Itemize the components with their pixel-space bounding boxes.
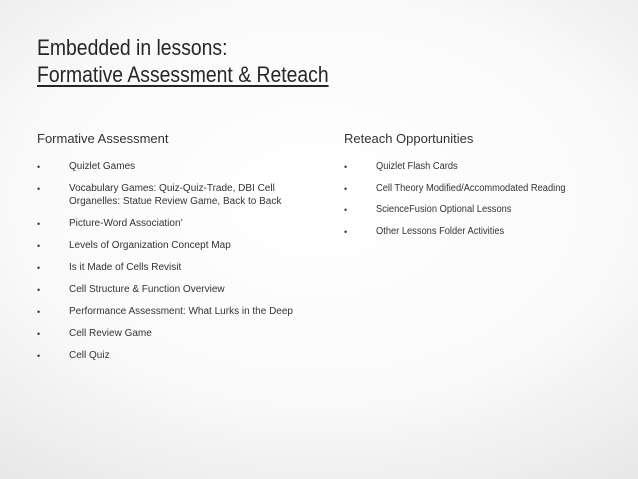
list-item bbox=[37, 240, 302, 253]
reteach-opportunities-header: Reteach Opportunities bbox=[344, 131, 474, 146]
list-item-text: Quizlet Flash Cards bbox=[376, 161, 458, 172]
formative-assessment-column bbox=[37, 131, 302, 372]
list-item bbox=[37, 218, 302, 231]
bullet-icon: • bbox=[37, 262, 41, 273]
list-item-text: Levels of Organization Concept Map bbox=[69, 239, 231, 251]
bullet-icon: • bbox=[37, 184, 41, 194]
bullet-icon: • bbox=[344, 183, 348, 194]
bullet-icon: • bbox=[37, 350, 41, 361]
bullet-icon: • bbox=[37, 306, 41, 317]
list-item bbox=[37, 284, 302, 297]
bullet-icon: • bbox=[37, 162, 41, 172]
slide-title-line1: Embedded in lessons: bbox=[37, 35, 228, 60]
list-item bbox=[344, 204, 604, 217]
list-item bbox=[344, 161, 604, 174]
bullet-icon: • bbox=[37, 240, 41, 251]
list-item bbox=[344, 183, 604, 196]
bullet-icon: • bbox=[344, 162, 348, 172]
list-item bbox=[37, 306, 302, 319]
list-item bbox=[37, 262, 302, 275]
list-item-text: Picture-Word Association’ bbox=[69, 217, 183, 229]
list-item bbox=[37, 350, 302, 363]
reteach-opportunities-list bbox=[344, 161, 604, 238]
bullet-icon: • bbox=[37, 328, 41, 339]
list-item-text: Cell Structure & Function Overview bbox=[69, 283, 225, 295]
list-item-text: Quizlet Games bbox=[69, 161, 136, 172]
list-item bbox=[37, 161, 302, 174]
list-item-text: Cell Review Game bbox=[69, 327, 152, 339]
list-item-text: Cell Theory Modified/Accommodated Reading bbox=[376, 182, 566, 194]
formative-assessment-header: Formative Assessment bbox=[37, 131, 169, 146]
list-item bbox=[344, 226, 604, 239]
bullet-icon: • bbox=[37, 284, 41, 295]
bullet-icon: • bbox=[37, 218, 41, 229]
slide-title bbox=[37, 34, 597, 88]
formative-assessment-list bbox=[37, 161, 302, 362]
list-item bbox=[37, 183, 302, 208]
bullet-icon: • bbox=[344, 226, 348, 237]
list-item-text: Cell Quiz bbox=[69, 349, 110, 361]
reteach-opportunities-column bbox=[344, 131, 604, 247]
list-item bbox=[37, 328, 302, 341]
list-item-text: Other Lessons Folder Activities bbox=[376, 225, 505, 237]
list-item-text: Performance Assessment: What Lurks in the Deep bbox=[69, 305, 293, 317]
list-item-text: Is it Made of Cells Revisit bbox=[69, 261, 182, 273]
list-item-text: ScienceFusion Optional Lessons bbox=[376, 204, 512, 215]
list-item-text: Vocabulary Games: Quiz-Quiz-Trade, DBI Cell Organelles: Statue Review Game, Back to Back bbox=[69, 183, 282, 207]
bullet-icon: • bbox=[344, 205, 348, 215]
slide-title-line2: Formative Assessment & Reteach bbox=[37, 62, 329, 87]
